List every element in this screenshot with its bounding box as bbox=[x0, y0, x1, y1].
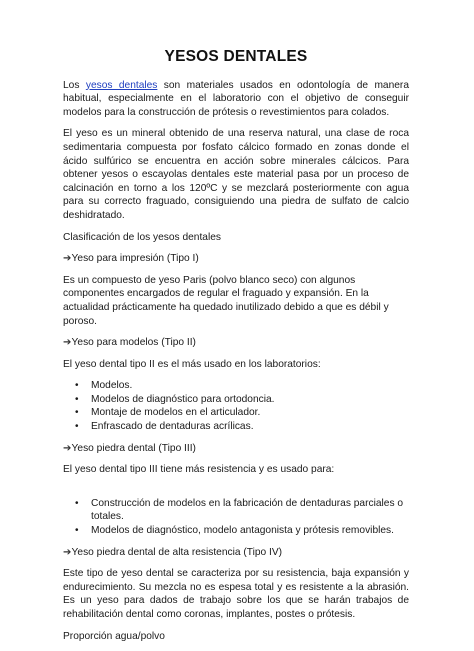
type2-list bbox=[63, 379, 409, 433]
arrow-icon: ➔ bbox=[63, 546, 72, 558]
arrow-icon: ➔ bbox=[63, 337, 72, 349]
intro-text-end: son materiales usados en odontología de manera habitual, especialmente en el laboratorio con el objetivo de conseguir modelos para la construcción de prótesis o revestimientos para colados. bbox=[63, 79, 409, 118]
list-item: • Modelos. bbox=[63, 379, 409, 393]
document-body bbox=[63, 50, 409, 651]
type3-paragraph: El yeso dental tipo III tiene más resistencia y es usado para: bbox=[63, 464, 335, 476]
mineral-paragraph: El yeso es un mineral obtenido de una reserva natural, una clase de roca sedimentaria compuesta por fosfato cálcico formado en zonas donde el ácido sulfúrico se encuentra en acción sobre minerales cálcicos. Para obtener yesos o escayolas dentales este material pasa por un proceso de calcinación en torno a los 120ºC y se mezclará posteriormente con agua para su correcto fraguado, consiguiendo una piedra de sulfato de calcio deshidratado. bbox=[63, 128, 409, 221]
type3-list bbox=[63, 497, 409, 538]
type4-heading-text: Yeso piedra dental de alta resistencia (Tipo IV) bbox=[71, 546, 283, 558]
yesos-dentales-link[interactable]: yesos dentales bbox=[85, 79, 158, 91]
list-item: • Montaje de modelos en el articulador. bbox=[63, 406, 409, 420]
type1-paragraph: Es un compuesto de yeso Paris (polvo blanco seco) con algunos componentes encargados de regular el fraguado y expansión. En la actualidad prácticamente ha quedado inutilizado debido a que es débil y poroso. bbox=[63, 274, 389, 327]
list-item: • Enfrascado de dentaduras acrílicas. bbox=[63, 420, 409, 434]
type1-heading bbox=[63, 252, 409, 266]
type3-heading bbox=[63, 442, 409, 456]
arrow-icon: ➔ bbox=[63, 253, 72, 265]
type4-paragraph: Este tipo de yeso dental se caracteriza por su resistencia, baja expansión y endurecimiento. Su mezcla no es espesa total y es resistente a la abrasión. Es un yeso para dados de trabajo sobre los que se harán trabajos de rehabilitación dental como coronas, implantes, postes o prótesis. bbox=[63, 568, 409, 620]
document-title: YESOS DENTALES bbox=[164, 48, 308, 65]
arrow-icon: ➔ bbox=[63, 442, 72, 454]
list-item: • Modelos de diagnóstico para ortodoncia. bbox=[63, 393, 409, 407]
intro-paragraph bbox=[63, 79, 409, 120]
intro-text-start: Los bbox=[63, 79, 86, 91]
type2-heading-text: Yeso para modelos (Tipo II) bbox=[71, 337, 196, 349]
type3-heading-text: Yeso piedra dental (Tipo III) bbox=[71, 442, 196, 454]
type2-paragraph: El yeso dental tipo II es el más usado en los laboratorios: bbox=[63, 358, 321, 370]
proportion-heading: Proporción agua/polvo bbox=[63, 630, 165, 642]
list-item: • Modelos de diagnóstico, modelo antagonista y prótesis removibles. bbox=[63, 524, 409, 538]
type2-heading bbox=[63, 336, 409, 350]
spacer bbox=[63, 485, 409, 497]
type1-heading-text: Yeso para impresión (Tipo I) bbox=[71, 253, 199, 265]
classification-heading: Clasificación de los yesos dentales bbox=[63, 231, 221, 243]
list-item: • Construcción de modelos en la fabricación de dentaduras parciales o totales. bbox=[63, 497, 409, 524]
type4-heading bbox=[63, 546, 409, 560]
